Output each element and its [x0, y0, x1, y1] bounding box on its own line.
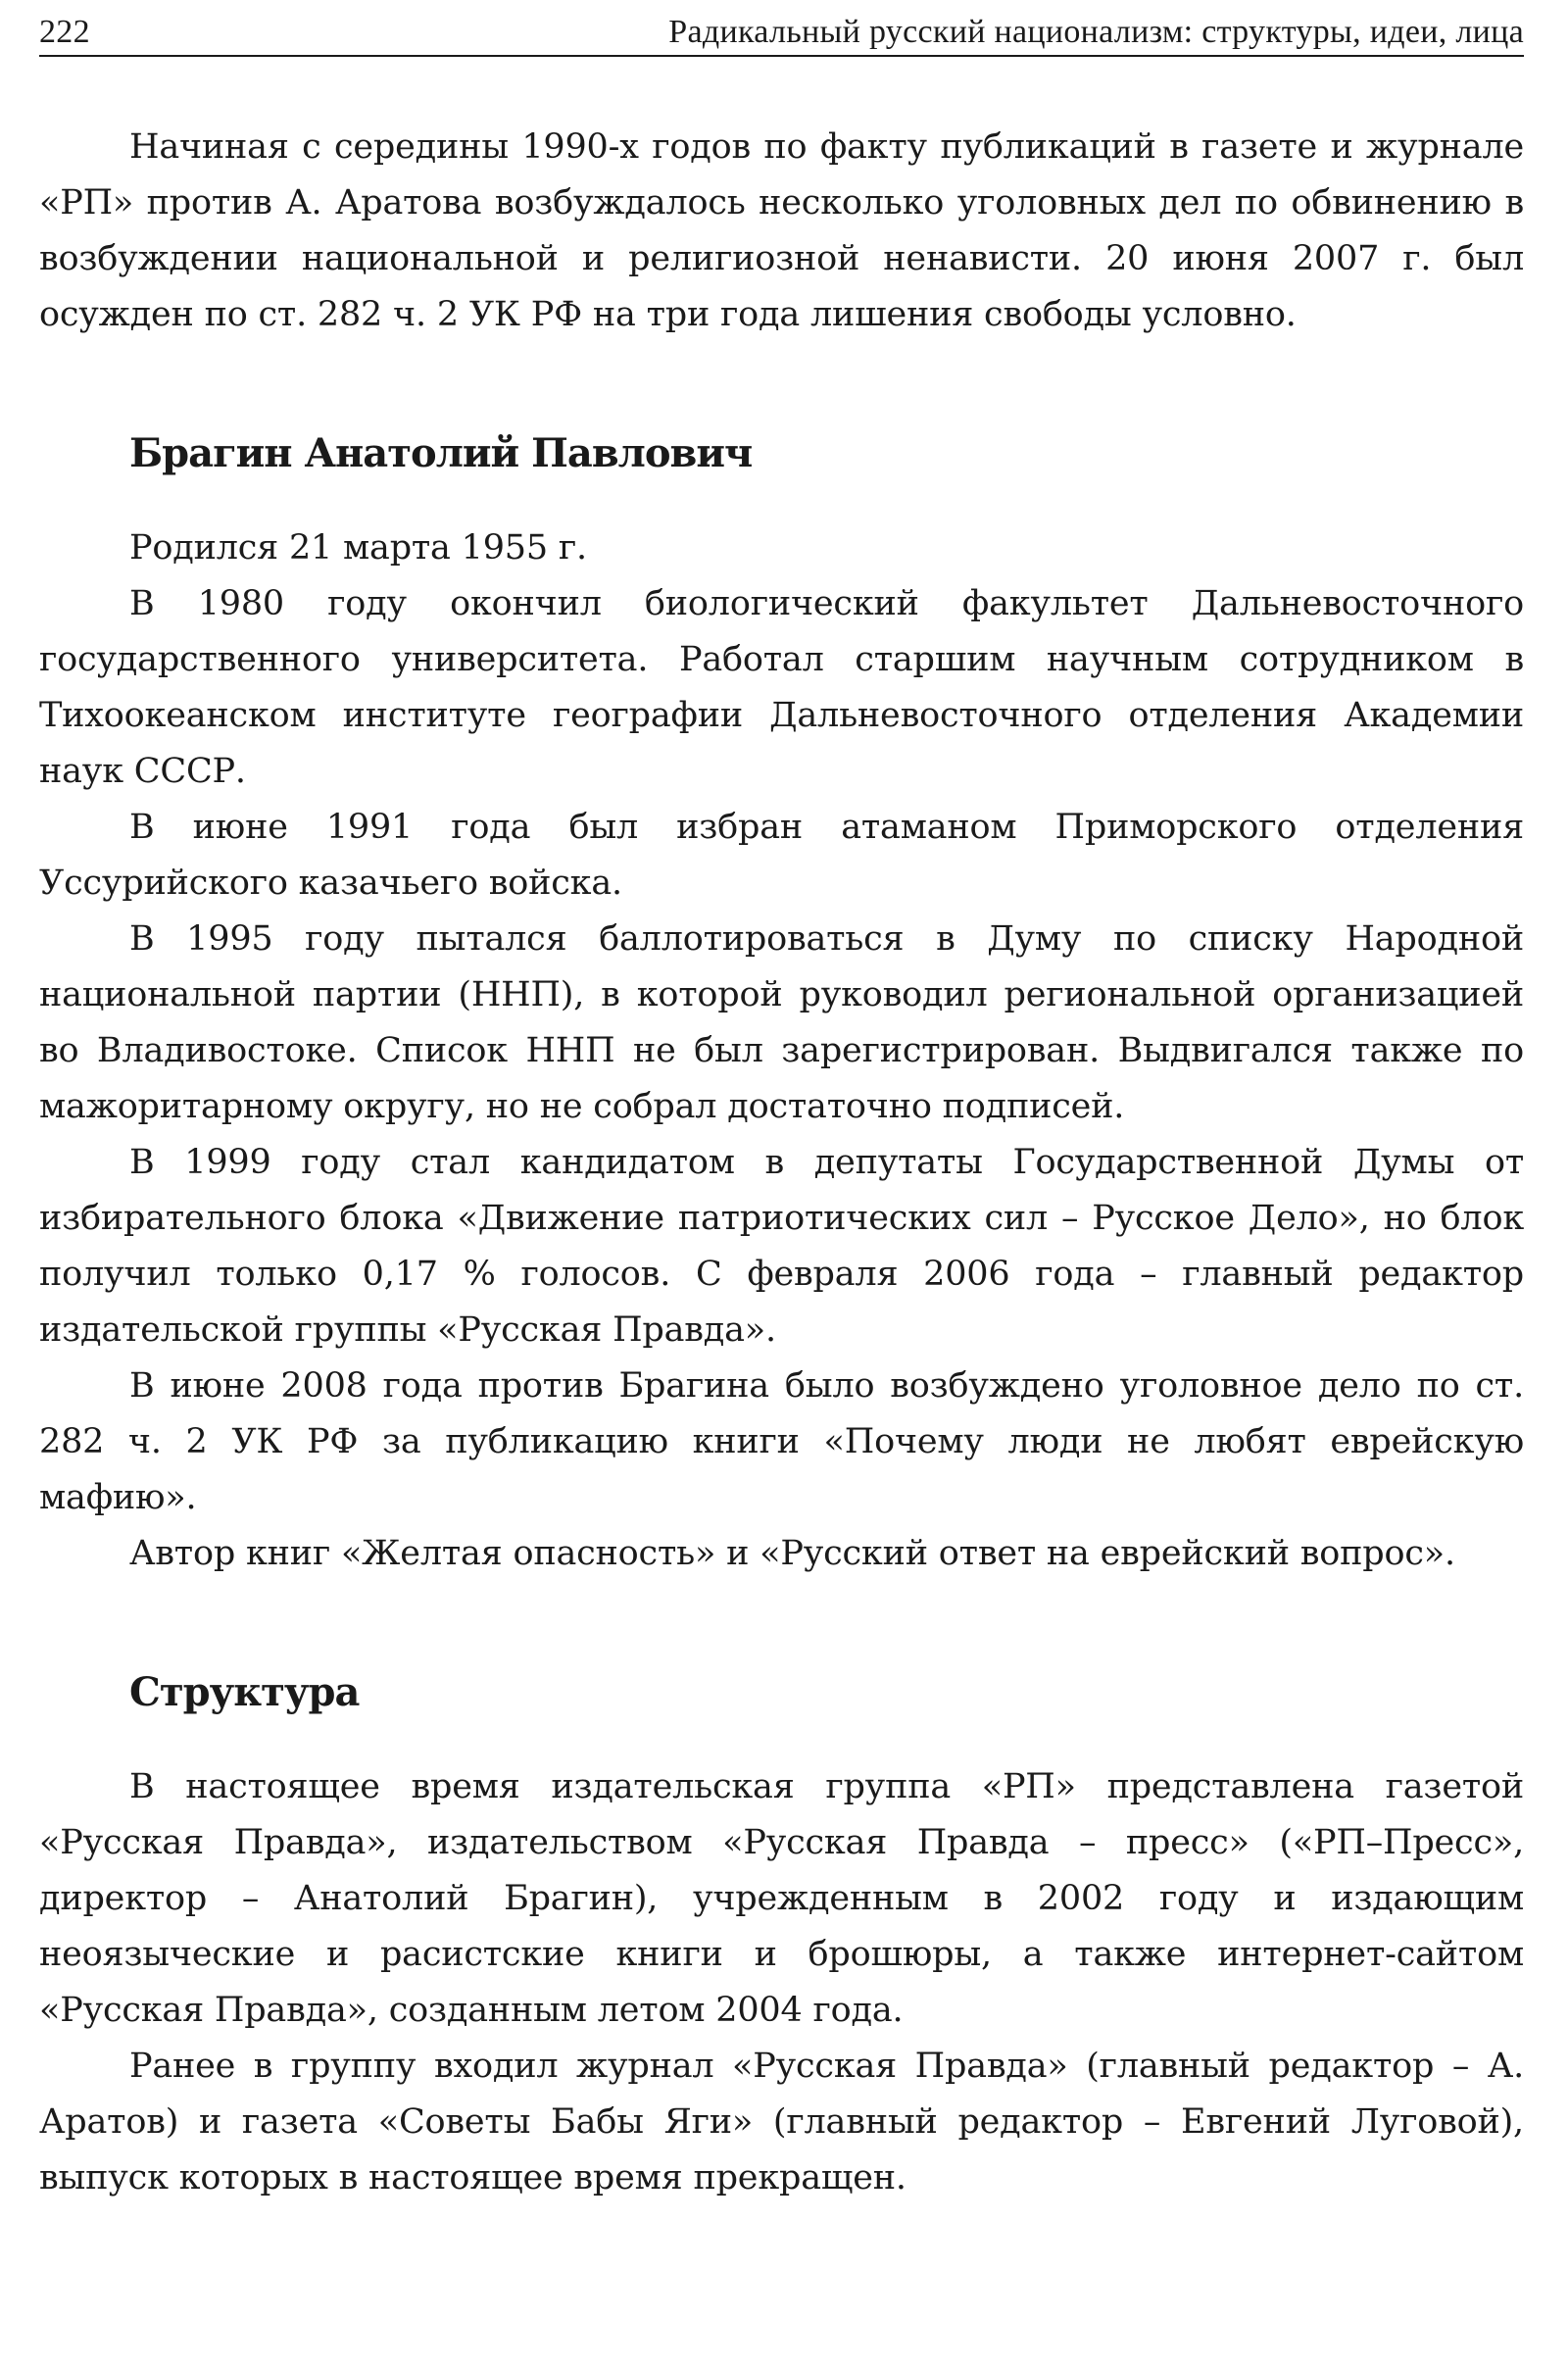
bio-heading: Брагин Анатолий Павлович	[129, 430, 753, 476]
section-spacer	[39, 343, 1524, 425]
bio-paragraph-1999: В 1999 году стал кандидатом в депутаты Государственной Думы от избирательного блока «Движение патриотических сил – Русское Дело», но блок получил только 0,17 % голосов. С февраля 2006 года – главный редактор издательской группы «Русская Правда».	[39, 1143, 1524, 1350]
section-spacer	[39, 1582, 1524, 1664]
page-number: 222	[39, 14, 90, 50]
structure-paragraph-former: Ранее в группу входил журнал «Русская Правда» (главный редактор – А. Аратов) и газета «Советы Бабы Яги» (главный редактор – Евгений Луговой), выпуск которых в настоящее время прекращен.	[39, 2047, 1524, 2197]
structure-heading: Структура	[129, 1669, 360, 1715]
bio-paragraph-books: Автор книг «Желтая опасность» и «Русский ответ на еврейский вопрос».	[129, 1534, 1455, 1573]
bio-paragraph-1995: В 1995 году пытался баллотироваться в Думу по списку Народной национальной партии (ННП), в которой руководил региональной организацией во Владивостоке. Список ННП не был зарегистрирован. Выдвигался также по мажоритарному округу, но не собрал достаточно подписей.	[39, 919, 1524, 1126]
running-header	[39, 8, 1524, 57]
bio-paragraph-2008: В июне 2008 года против Брагина было возбуждено уголовное дело по ст. 282 ч. 2 УК РФ за публикацию книги «Почему люди не любят еврейскую мафию».	[39, 1366, 1524, 1517]
heading-spacer	[39, 1720, 1524, 1759]
bio-paragraph-birth: Родился 21 марта 1955 г.	[129, 528, 587, 568]
body-text	[39, 120, 1524, 2206]
intro-paragraph: Начиная с середины 1990-х годов по факту публикаций в газете и журнале «РП» против А. Аратова возбуждалось несколько уголовных дел по обвинению в возбуждении национальной и религиозной ненависти. 20 июня 2007 г. был осужден по ст. 282 ч. 2 УК РФ на три года лишения свободы условно.	[39, 127, 1524, 334]
heading-spacer	[39, 481, 1524, 520]
bio-paragraph-ataman: В июне 1991 года был избран атаманом Приморского отделения Уссурийского казачьего войска.	[39, 808, 1524, 903]
running-title: Радикальный русский национализм: структуры, идеи, лица	[668, 14, 1524, 50]
structure-paragraph-current: В настоящее время издательская группа «РП» представлена газетой «Русская Правда», издательством «Русская Правда – пресс» («РП–Пресс», директор – Анатолий Брагин), учрежденным в 2002 году и издающим неоязыческие и расистские книги и брошюры, а также интернет-сайтом «Русская Правда», созданным летом 2004 года.	[39, 1767, 1524, 2030]
book-page	[39, 0, 1524, 2370]
bio-paragraph-education: В 1980 году окончил биологический факультет Дальневосточного государственного университета. Работал старшим научным сотрудником в Тихоокеанском институте географии Дальневосточного отделения Академии наук СССР.	[39, 584, 1524, 791]
